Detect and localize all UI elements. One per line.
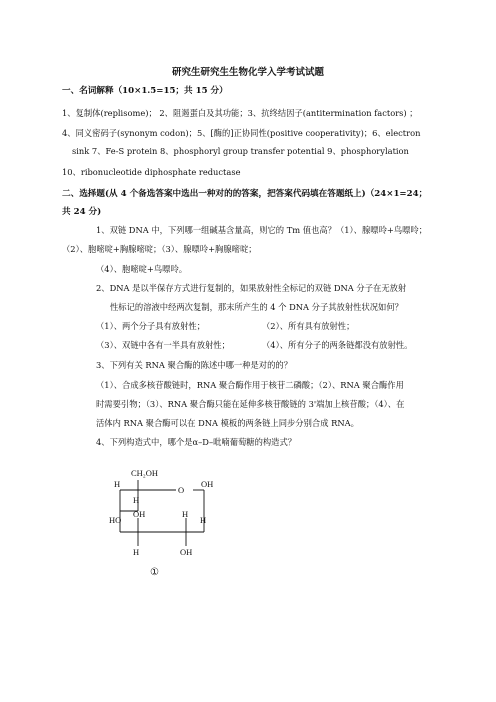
q1-line-3: （4）、胞嘧啶+鸟嘌呤。 xyxy=(96,264,188,274)
label-h-inner-right: H xyxy=(182,509,189,519)
q4-line-1: 4、下列构造式中，哪个是α–D–吡喃葡萄糖的构造式？ xyxy=(96,437,297,447)
exam-title: 研究生研究生生物化学入学考试试题 xyxy=(171,67,324,78)
q2-option-3: （3）、双链中各有一半具有放射性； xyxy=(96,340,230,350)
q2-option-1: （1）、两个分子具有放射性； xyxy=(96,321,205,331)
label-oh-bottom: OH xyxy=(180,547,193,557)
q2-line-2: 性标记的溶液中经两次复制，那末所产生的 4 个 DNA 分子其放射性状况如何？ xyxy=(110,302,403,312)
label-h-bottom: H xyxy=(133,547,140,557)
q3-line-2: （1）、合成多核苷酸链时，RNA 聚合酶作用于核苷二磷酸；（2）、RNA 聚合酶作用 xyxy=(96,380,404,390)
section2-heading-line-2: 共 24 分) xyxy=(62,207,102,217)
section1-heading: 一、名词解释（10×1.5=15；共 15 分） xyxy=(62,86,228,96)
q2-option-2: （2）、所有具有放射性； xyxy=(262,321,355,331)
label-ho-left: HO xyxy=(109,515,122,525)
section1-line-2: 4、同义密码子(synonym codon)；5、[酶的]正协同性(positive cooperativity)；6、electron xyxy=(62,128,421,138)
q3-line-3: 时需要引物；（3）、RNA 聚合酶只能在延伸多核苷酸链的 3'端加上核苷酸；（4）、在 xyxy=(96,399,405,409)
q2-option-4: （4）、所有分子的两条链都没有放射性。 xyxy=(262,340,413,350)
label-ch2oh: CH₂OH xyxy=(131,468,159,478)
section1-line-1: 1、复制体(replisome)； 2、阻遏蛋白及其功能；3、抗终结因子(antitermination factors) ； xyxy=(62,108,418,118)
label-oh-right-top: OH xyxy=(201,479,214,489)
section2-heading-line-1: 二、选择题(从 4 个备选答案中选出一种对的的答案，把答案代码填在答题纸上)（24×1=24； xyxy=(62,189,428,199)
label-h-inner-top: H xyxy=(133,495,140,505)
q3-line-4: 活体内 RNA 聚合酶可以在 DNA 模板的两条链上同步分别合成 RNA。 xyxy=(96,418,359,428)
structure-caption: ① xyxy=(150,567,159,578)
section1-line-3: sink 7、Fe-S protein 8、phosphoryl group transfer potential 9、phosphorylation xyxy=(72,146,409,156)
section1-line-4: 10、ribonucleotide diphosphate reductase xyxy=(62,167,241,177)
q2-line-1: 2、DNA 是以半保存方式进行复制的，如果放射性全标记的双链 DNA 分子在无放射 xyxy=(96,283,407,293)
q1-line-1: 1、双链 DNA 中，下列哪一组碱基含量高，则它的 Tm 值也高？（1）、腺嘌呤+鸟嘌呤； xyxy=(96,225,428,235)
q3-line-1: 3、下列有关 RNA 聚合酶的陈述中哪一种是对的的？ xyxy=(96,360,292,370)
q1-line-2: （2）、胞嘧啶+胸腺嘧啶；（3）、腺嘌呤+胸腺嘧啶； xyxy=(62,244,257,254)
glucose-structure-diagram xyxy=(100,460,230,620)
label-h-left-top: H xyxy=(114,479,121,489)
label-h-right: H xyxy=(200,515,207,525)
label-o-ring: O xyxy=(178,485,185,495)
label-oh-inner: OH xyxy=(133,509,146,519)
